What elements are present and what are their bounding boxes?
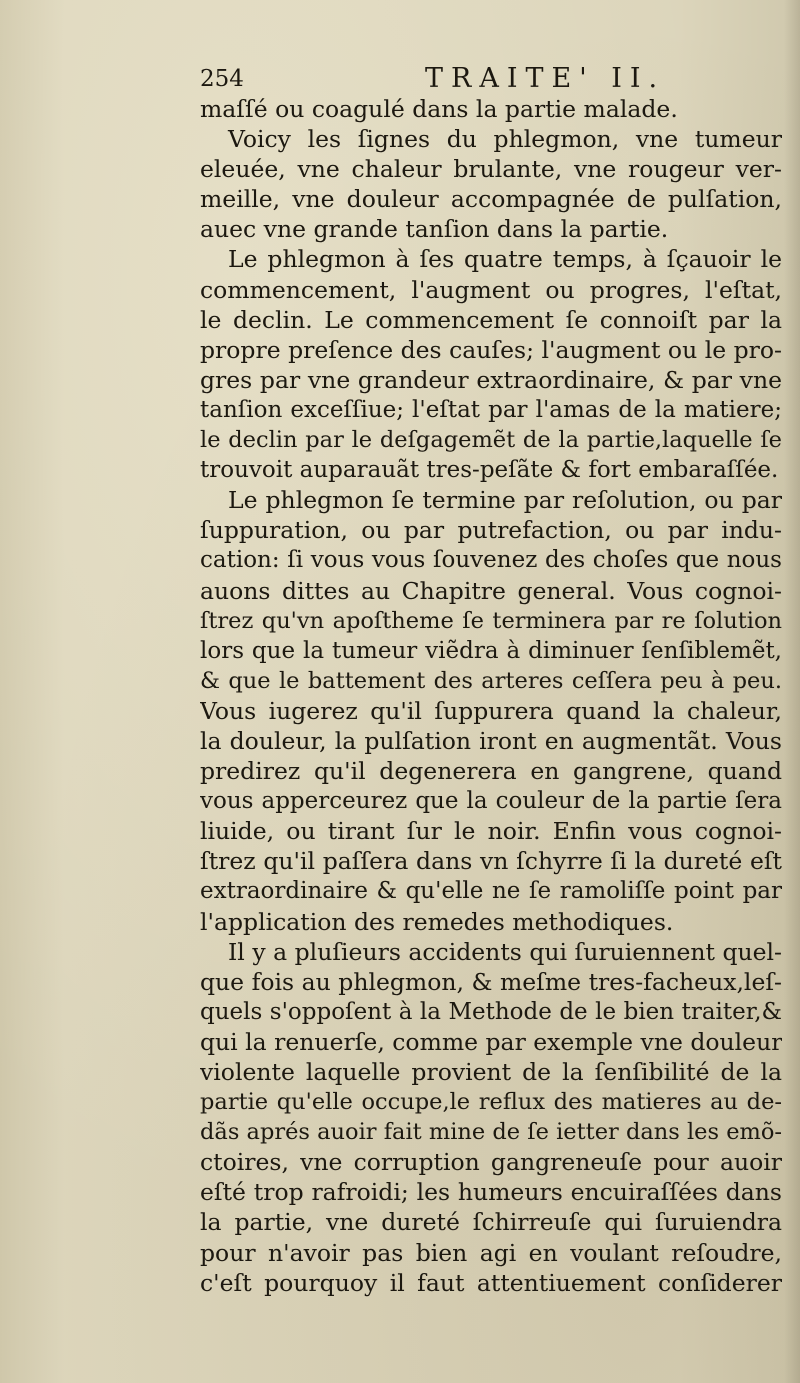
text-line: liuide, ou tirant ſur le noir. Enfin vous cognoi-	[200, 817, 782, 846]
text-line: auec vne grande tanſion dans la partie.	[200, 215, 669, 244]
text-line: propre preſence des cauſes; l'augment ou le pro-	[200, 335, 782, 364]
page-number: 254	[200, 66, 244, 92]
text-line: trouvoit auparauãt tres-peſãte & fort embaraſſée.	[200, 457, 779, 484]
text-line: predirez qu'il degenerera en gangrene, quand	[200, 757, 782, 786]
text-line: dãs aprés auoir fait mine de ſe ietter dans les emõ-	[200, 1119, 782, 1146]
text-line: le declin par le deſgagemẽt de la partie,laquelle ſe	[200, 427, 782, 454]
text-line: ctoires, vne corruption gangreneuſe pour auoir	[200, 1148, 782, 1177]
body-text	[200, 94, 782, 1298]
text-line: c'eſt pourquoy il faut attentiuement conſiderer	[200, 1268, 782, 1297]
text-line: ſtrez qu'vn apoſtheme ſe terminera par re ſolution	[200, 607, 782, 634]
text-line: ſuppuration, ou par putrefaction, ou par indu-	[200, 516, 782, 545]
text-line: tanſion exceſſiue; l'eſtat par l'amas de la matiere;	[200, 396, 782, 423]
text-line: & que le battement des arteres ceſſera peu à peu.	[200, 667, 782, 694]
text-line: quels s'oppoſent à la Methode de le bien traiter,&	[200, 998, 782, 1025]
text-line: vous apperceurez que la couleur de la partie ſera	[200, 788, 782, 815]
running-head: TRAITE' II.	[425, 63, 666, 94]
text-line: pour n'avoir pas bien agi en voulant reſoudre,	[200, 1238, 782, 1267]
page-gutter-shadow	[784, 0, 800, 1383]
text-line: qui la renuerſe, comme par exemple vne douleur	[200, 1027, 782, 1056]
text-line: maſſé ou coagulé dans la partie malade.	[200, 95, 678, 123]
text-line: auons dittes au Chapitre general. Vous cognoi-	[200, 576, 782, 605]
page-header	[200, 62, 760, 96]
text-line: Le phlegmon à ſes quatre temps, à ſçauoir le	[228, 245, 782, 274]
text-line: la douleur, la pulſation iront en augmentãt. Vous	[200, 726, 782, 755]
text-line: violente laquelle provient de la ſenſibilité de la	[200, 1058, 782, 1086]
text-line: la partie, vne dureté ſchirreuſe qui ſuruiendra	[200, 1208, 782, 1237]
text-line: gres par vne grandeur extraordinaire, & par vne	[200, 365, 782, 394]
text-line: partie qu'elle occupe,le reflux des matieres au de-	[200, 1089, 782, 1116]
text-line: l'application des remedes methodiques.	[200, 907, 674, 936]
text-line: meille, vne douleur accompagnée de pulſation,	[200, 185, 782, 214]
text-line: Vous iugerez qu'il ſuppurera quand la chaleur,	[200, 696, 782, 725]
text-line: commencement, l'augment ou progres, l'eſtat,	[200, 275, 782, 304]
text-line: Le phlegmon ſe termine par reſolution, ou par	[228, 486, 782, 515]
text-line: Il y a pluſieurs accidents qui ſuruiennent quel-	[228, 937, 782, 966]
text-line: lors que la tumeur viẽdra à diminuer ſenſiblemẽt,	[200, 637, 782, 664]
text-line: cation: ſi vous vous ſouvenez des choſes que nous	[200, 547, 782, 574]
text-line: le declin. Le commencement ſe connoiſt par la	[200, 305, 782, 334]
text-line: eſté trop rafroidi; les humeurs encuiraſſées dans	[200, 1178, 782, 1207]
text-line: que fois au phlegmon, & meſme tres-facheux,leſ-	[200, 967, 782, 996]
text-line: extraordinaire & qu'elle ne ſe ramoliſſe point par	[200, 878, 782, 905]
text-line: Voicy les ſignes du phlegmon, vne tumeur	[228, 125, 782, 154]
text-line: ſtrez qu'il paſſera dans vn ſchyrre ſi la dureté eſt	[200, 847, 782, 876]
text-line: eleuée, vne chaleur brulante, vne rougeur ver-	[200, 155, 782, 184]
